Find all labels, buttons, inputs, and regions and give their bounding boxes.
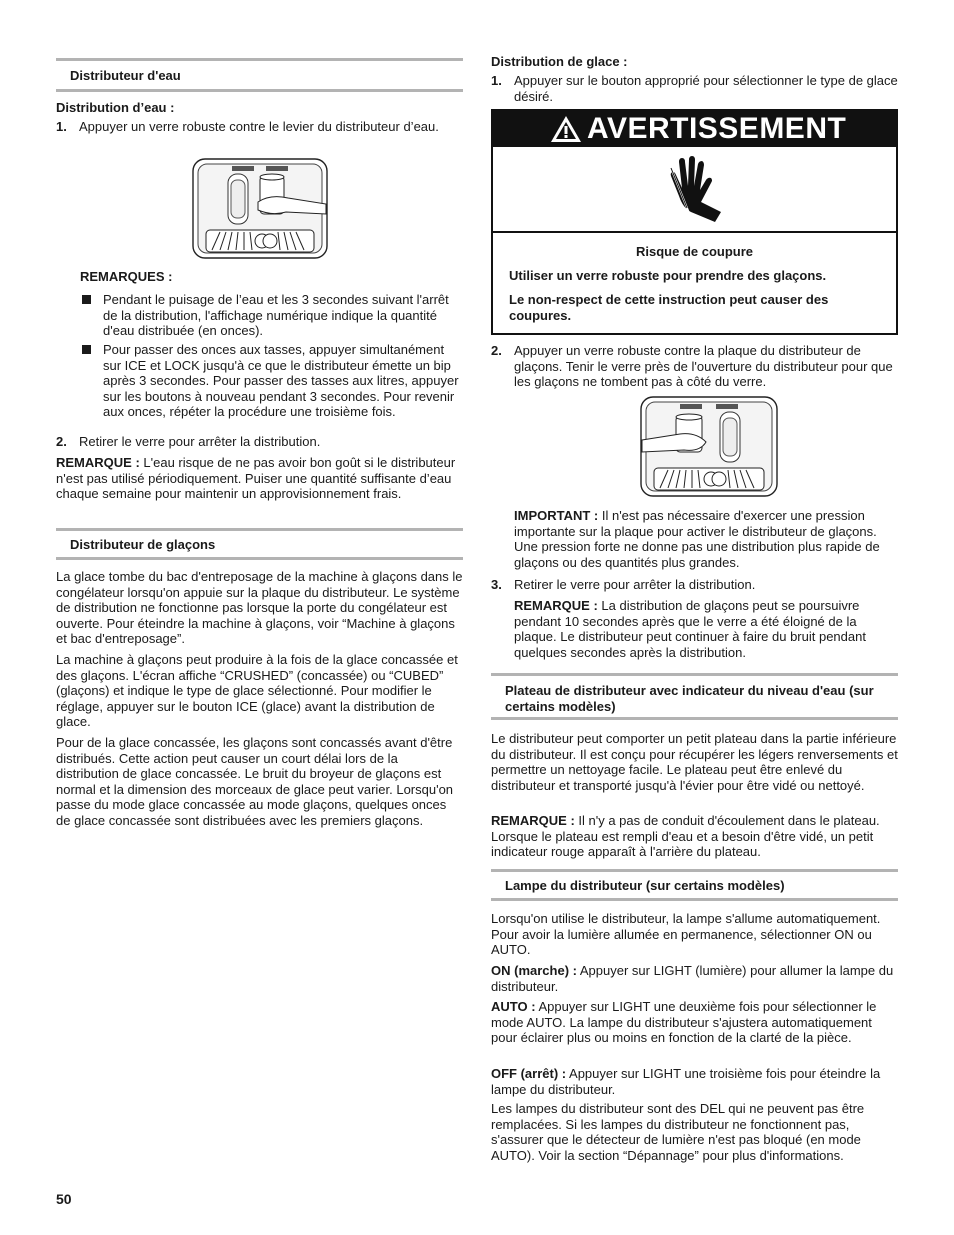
step-2 <box>491 343 898 390</box>
list-item-bullet-2 <box>56 342 463 420</box>
bullet-text: Pendant le puisage de l’eau et les 3 secondes suivant l'arrêt de la distribution, l'affichage numérique indique la quantité d'eau distribuée (en onces). <box>103 292 449 338</box>
note-text: La distribution de glaçons peut se poursuivre pendant 10 secondes après que le verre a été éloigné de la plaque. Le distributeur peut continuer à faire du bruit pendant quelques secondes après la distribution. <box>514 598 866 660</box>
tray-note <box>491 813 898 860</box>
lamp-off <box>491 1066 898 1097</box>
tray-paragraph: Le distributeur peut comporter un petit plateau dans la partie inférieure du distributeur. Il est conçu pour récupérer les légers renversements et permettre un nettoyage facile. Le plateau peut être enlevé du distributeur et transporté jusqu'à l'évier pour être vidé ou nettoyé. <box>491 731 898 793</box>
step-number: 3. <box>491 577 502 592</box>
ice-dispenser-illustration <box>640 396 780 498</box>
important-text: Il n'est pas nécessaire d'exercer une pression importante sur la plaque pour activer le distributeur de glaçons. Une pression forte ne donne pas une distribution plus rapide de glaçons ou des quantités plus grandes. <box>514 508 880 570</box>
lamp-paragraph-1: Lorsqu'on utilise le distributeur, la lampe s'allume automatiquement. Pour avoir la lumière allumée en permanence, sélectionner ON ou AUTO. <box>491 911 881 957</box>
subheading-ice: Distribution de glace : <box>491 54 628 69</box>
warning-triangle-icon <box>549 114 583 144</box>
bullet-text: Pour passer des onces aux tasses, appuyer simultanément sur ICE et LOCK jusqu'à ce que le distributeur émette un bip après 3 secondes. Pour passer des tasses aux litres, appuyer sur les boutons à nouveau pendant 3 secondes. Pour revenir aux onces, répéter la procédure une troisième fois. <box>103 342 459 419</box>
step-3-note <box>514 598 898 660</box>
bullet-icon <box>82 292 92 302</box>
ice-paragraph-3: Pour de la glace concassée, les glaçons sont concassés avant d'être distribués. Cette action peut causer un court délai lors de la distribution de glace concassée. Le bruit du broyeur de glaçons est normal et la dimension des morceaux de glace peut varier. Lorsqu'on passe du mode glace concassée au mode glaçons, quelques onces de glace concassée sont distribuées avec les premiers glaçons. <box>56 735 454 828</box>
section-header-tray <box>491 673 898 720</box>
bullet-icon <box>82 342 92 352</box>
note-label: REMARQUE : <box>491 813 575 828</box>
section-header-ice-dispenser <box>56 528 463 560</box>
step-text: Appuyer un verre robuste contre la plaque du distributeur de glaçons. Tenir le verre près de l'ouverture du distributeur pour que les glaçons ne tombent pas à côté du verre. <box>514 343 893 389</box>
section-title: Plateau de distributeur avec indicateur du niveau d'eau (sur certains modèles) <box>505 683 874 714</box>
list-item-bullet-1 <box>56 292 463 339</box>
warning-title: AVERTISSEMENT <box>587 112 847 145</box>
section-header-water-dispenser <box>56 58 463 92</box>
section-title: Distributeur de glaçons <box>70 537 216 552</box>
step-1 <box>491 73 898 104</box>
step-number: 2. <box>56 434 67 449</box>
section-title: Lampe du distributeur (sur certains modèles) <box>505 878 785 893</box>
off-text: Appuyer sur LIGHT une troisième fois pour éteindre la lampe du distributeur. <box>491 1066 881 1097</box>
remarks-heading: REMARQUES : <box>80 269 173 284</box>
section-title: Distributeur d'eau <box>70 68 181 83</box>
auto-text: Appuyer sur LIGHT une deuxième fois pour sélectionner le mode AUTO. La lampe du distributeur s'ajustera automatiquement pour éclairer plus ou moins en fonction de la clarté de la pièce. <box>491 999 877 1045</box>
water-note <box>56 455 463 502</box>
step-text: Retirer le verre pour arrêter la distribution. <box>514 577 756 592</box>
subheading-water: Distribution d’eau : <box>56 100 175 115</box>
warning-title-bar <box>493 111 896 147</box>
warning-line-1: Risque de coupure <box>635 244 754 259</box>
step-number: 2. <box>491 343 502 358</box>
step-1 <box>56 119 463 135</box>
step-2 <box>56 434 463 450</box>
warning-line-2: Utiliser un verre robuste pour prendre des glaçons. <box>509 268 827 283</box>
section-header-lamp <box>491 869 898 901</box>
important-note <box>514 508 898 570</box>
auto-label: AUTO : <box>491 999 536 1014</box>
step-text: Appuyer un verre robuste contre le levier du distributeur d’eau. <box>79 119 439 134</box>
note-text: L'eau risque de ne pas avoir bon goût si le distributeur n'est pas utilisé périodiquement. Puiser une quantité suffisante d’eau chaque semaine pour maintenir un approvisionnement frais. <box>56 455 456 501</box>
note-text: Il n'y a pas de conduit d'écoulement dans le plateau. Lorsque le plateau est rempli d'eau et a besoin d'être vidé, un petit indicateur rouge apparaît à l'arrière du plateau. <box>491 813 880 859</box>
page-number: 50 <box>56 1191 72 1207</box>
water-dispenser-illustration <box>192 158 328 260</box>
ice-paragraph-1: La glace tombe du bac d'entreposage de la machine à glaçons dans le congélateur lorsqu'on appuie sur la plaque du distributeur. Le système de distribution ne fonctionne pas lorsque la porte du congélateur est ouverte. Pour éteindre la machine à glaçons, voir “Machine à glaçons et bac d'entreposage”. <box>56 569 463 646</box>
lamp-paragraph-2: Les lampes du distributeur sont des DEL qui ne peuvent pas être remplacées. Si les lampes du distributeur ne fonctionnent pas, s'assurer que le détecteur de lumière n'est pas bloqué (en mode AUTO). Voir la section “Dépannage” pour plus d'informations. <box>491 1101 865 1163</box>
step-text: Appuyer sur le bouton approprié pour sélectionner le type de glace désiré. <box>514 73 898 104</box>
cut-hand-icon <box>657 156 727 226</box>
step-number: 1. <box>491 73 502 88</box>
warning-line-3: Le non-respect de cette instruction peut causer des coupures. <box>509 292 829 323</box>
note-label: REMARQUE : <box>514 598 598 613</box>
ice-paragraph-2: La machine à glaçons peut produire à la fois de la glace concassée et des glaçons. L'écran affiche “CRUSHED” (concassée) ou “CUBED” (glaçons) et indique le type de glace sélectionné. Pour modifier le réglage, appuyer sur le bouton ICE (glace) avant la distribution de glace. <box>56 652 458 729</box>
step-number: 1. <box>56 119 67 134</box>
off-label: OFF (arrêt) : <box>491 1066 567 1081</box>
step-text: Retirer le verre pour arrêter la distribution. <box>79 434 321 449</box>
note-label: REMARQUE : <box>56 455 140 470</box>
on-text: Appuyer sur LIGHT (lumière) pour allumer la lampe du distributeur. <box>491 963 894 994</box>
warning-image-panel <box>493 147 896 233</box>
lamp-auto <box>491 999 898 1046</box>
important-label: IMPORTANT : <box>514 508 599 523</box>
lamp-on <box>491 963 898 994</box>
on-label: ON (marche) : <box>491 963 577 978</box>
warning-box <box>491 109 898 335</box>
step-3 <box>491 577 898 593</box>
